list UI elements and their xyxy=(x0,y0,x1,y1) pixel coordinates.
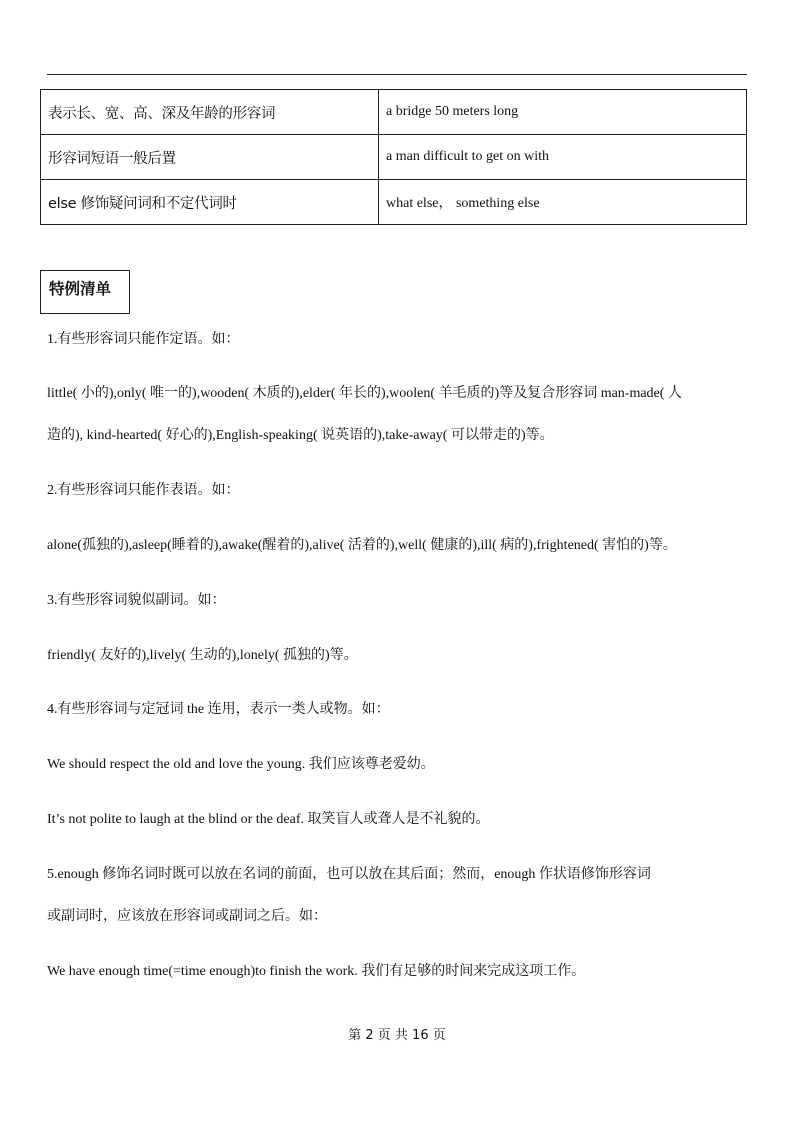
table-row xyxy=(41,90,747,135)
example-line: We have enough time(=time enough)to finish the work. 我们有足够的时间来完成这项工作。 xyxy=(47,964,586,979)
example-line: alone(孤独的),asleep(睡着的),awake(醒着的),alive( 活着的),well( 健康的),ill( 病的),frightened( 害怕的)等。 xyxy=(47,538,677,553)
paragraph-heading: 1.有些形容词只能作定语。如： xyxy=(47,332,240,347)
section-title-box xyxy=(40,270,130,314)
paragraph-heading: 或副词时，应该放在形容词或副词之后。如： xyxy=(47,909,327,924)
rules-table xyxy=(40,89,747,225)
rule-cell: 形容词短语一般后置 xyxy=(41,135,379,180)
paragraph-heading: 3.有些形容词貌似副词。如： xyxy=(47,593,226,608)
paragraph-heading: 2.有些形容词只能作表语。如： xyxy=(47,483,240,498)
table-row xyxy=(41,135,747,180)
page-number: 第 2 页 共 16 页 xyxy=(348,1028,446,1043)
table-row xyxy=(41,180,747,225)
paragraph-heading: 5.enough 修饰名词时既可以放在名词的前面，也可以放在其后面；然而，enough 作状语修饰形容词 xyxy=(47,867,651,882)
example-line: 造的), kind-hearted( 好心的),English-speaking( 说英语的),take-away( 可以带走的)等。 xyxy=(47,428,554,443)
section-title: 特例清单 xyxy=(49,280,112,298)
example-line: It’s not polite to laugh at the blind or the deaf. 取笑盲人或聋人是不礼貌的。 xyxy=(47,812,490,827)
rule-cell: else 修饰疑问词和不定代词时 xyxy=(41,180,379,225)
example-line: friendly( 友好的),lively( 生动的),lonely( 孤独的)等。 xyxy=(47,648,358,663)
example-cell: what else， something else xyxy=(379,180,747,225)
paragraph-heading: 4.有些形容词与定冠词 the 连用，表示一类人或物。如： xyxy=(47,702,390,717)
example-line: little( 小的),only( 唯一的),wooden( 木质的),elder( 年长的),woolen( 羊毛质的)等及复合形容词 man-made( 人 xyxy=(47,386,682,401)
example-cell: a man difficult to get on with xyxy=(379,135,747,180)
example-cell: a bridge 50 meters long xyxy=(379,90,747,135)
header-rule xyxy=(47,74,747,75)
example-line: We should respect the old and love the young. 我们应该尊老爱幼。 xyxy=(47,757,435,772)
rule-cell: 表示长、宽、高、深及年龄的形容词 xyxy=(41,90,379,135)
